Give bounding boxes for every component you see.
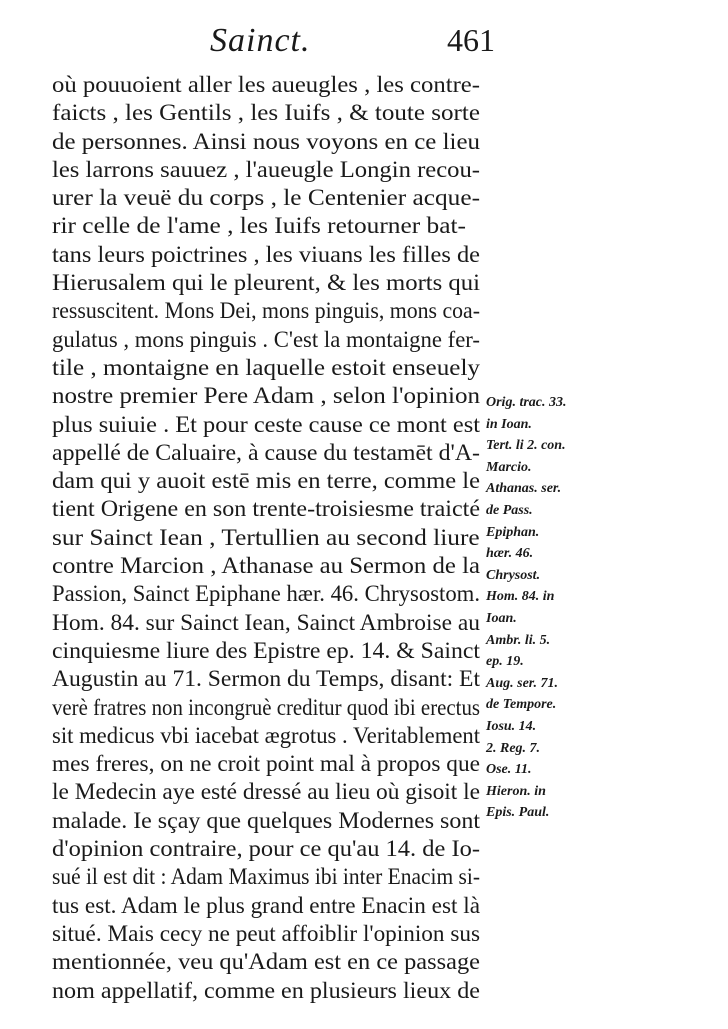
text-line: faicts , les Gentils , les Iuifs , & toute sorte: [52, 100, 480, 127]
text-line: sur Sainct Iean , Tertullien au second liure: [52, 524, 480, 551]
text-line: situé. Mais cecy ne peut affoiblir l'opinion sus: [52, 920, 480, 947]
text-line: cinquiesme liure des Epistre ep. 14. & Sainct: [52, 637, 480, 664]
margin-note: Aug. ser. 71.: [486, 675, 558, 691]
margin-note: Athanas. ser.: [486, 481, 562, 497]
text-line: Augustin au 71. Sermon du Temps, disant: Et: [52, 666, 480, 693]
text-line: malade. Ie sçay que quelques Modernes sont: [52, 807, 480, 834]
page-number: 461: [447, 22, 495, 58]
text-line: les larrons sauuez , l'aueugle Longin recou-: [52, 156, 480, 183]
text-line: ressuscitent. Mons Dei, mons pinguis, mons coa-: [52, 298, 480, 325]
text-line: nom appellatif, comme en plusieurs lieux de: [52, 977, 480, 1004]
margin-note: ep. 19.: [486, 654, 524, 670]
running-head-title: Sainct.: [210, 22, 311, 59]
text-line: de personnes. Ainsi nous voyons en ce lieu: [52, 128, 480, 155]
running-head: [130, 22, 495, 62]
margin-note: hær. 46.: [486, 546, 534, 562]
text-line: tile , montaigne en laquelle estoit enseuely: [52, 354, 480, 381]
margin-note: 2. Reg. 7.: [486, 740, 541, 756]
text-line: gulatus , mons pinguis . C'est la montaigne fer-: [52, 326, 480, 353]
text-line: verè fratres non incongruè creditur quod ibi erectus: [52, 694, 480, 721]
text-line: plus suiuie . Et pour ceste cause ce mont est: [52, 411, 480, 438]
margin-note: Tert. li 2. con.: [486, 438, 566, 454]
text-line: appellé de Caluaire, à cause du testamēt d'A-: [52, 439, 480, 466]
text-line: mes freres, on ne croit point mal à propos que: [52, 751, 480, 778]
main-text-column: [52, 71, 480, 1005]
margin-note: de Tempore.: [486, 697, 557, 713]
margin-notes: [486, 392, 586, 824]
text-line: tient Origene en son trente-troisiesme traicté: [52, 496, 480, 523]
text-line: dam qui y auoit estē mis en terre, comme le: [52, 468, 480, 495]
margin-note: de Pass.: [486, 502, 533, 518]
text-line: Hierusalem qui le pleurent, & les morts qui: [52, 270, 480, 297]
margin-note: Hieron. in: [486, 783, 546, 799]
text-line: où pouuoient aller les aueugles , les contre-: [52, 72, 480, 98]
margin-note: Marcio.: [486, 459, 532, 475]
margin-note: Hom. 84. in: [486, 589, 555, 605]
text-line: rir celle de l'ame , les Iuifs retourner bat-: [52, 213, 466, 240]
margin-note: Orig. trac. 33.: [486, 395, 567, 410]
margin-note: Ose. 11.: [486, 762, 532, 778]
margin-note: Epis. Paul.: [486, 805, 550, 821]
margin-note: Ioan.: [486, 610, 517, 626]
text-line: nostre premier Pere Adam , selon l'opinion: [52, 383, 480, 410]
margin-note: Iosu. 14.: [486, 718, 537, 734]
text-line: Hom. 84. sur Sainct Iean, Sainct Ambroise au: [52, 609, 480, 636]
text-line: contre Marcion , Athanase au Sermon de la: [52, 553, 480, 580]
margin-note: Chrysost.: [486, 567, 541, 583]
text-line: sit medicus vbi iacebat ægrotus . Veritablement: [52, 722, 480, 749]
text-line: d'opinion contraire, pour ce qu'au 14. de Io-: [52, 836, 480, 863]
text-line: tus est. Adam le plus grand entre Enacin est là: [52, 892, 480, 919]
margin-note: Epiphan.: [486, 524, 540, 540]
text-line: le Medecin aye esté dressé au lieu où gisoit le: [52, 779, 480, 806]
text-line: urer la veuë du corps , le Centenier acque-: [52, 185, 480, 212]
margin-note: in Ioan.: [486, 416, 532, 432]
text-line: sué il est dit : Adam Maximus ibi inter Enacim si-: [52, 864, 480, 891]
text-line: mentionnée, veu qu'Adam est en ce passage: [52, 949, 480, 976]
text-line: tans leurs poictrines , les viuans les filles de: [52, 241, 480, 268]
margin-note: Ambr. li. 5.: [486, 632, 551, 648]
text-line: Passion, Sainct Epiphane hær. 46. Chrysostom.: [52, 581, 480, 608]
